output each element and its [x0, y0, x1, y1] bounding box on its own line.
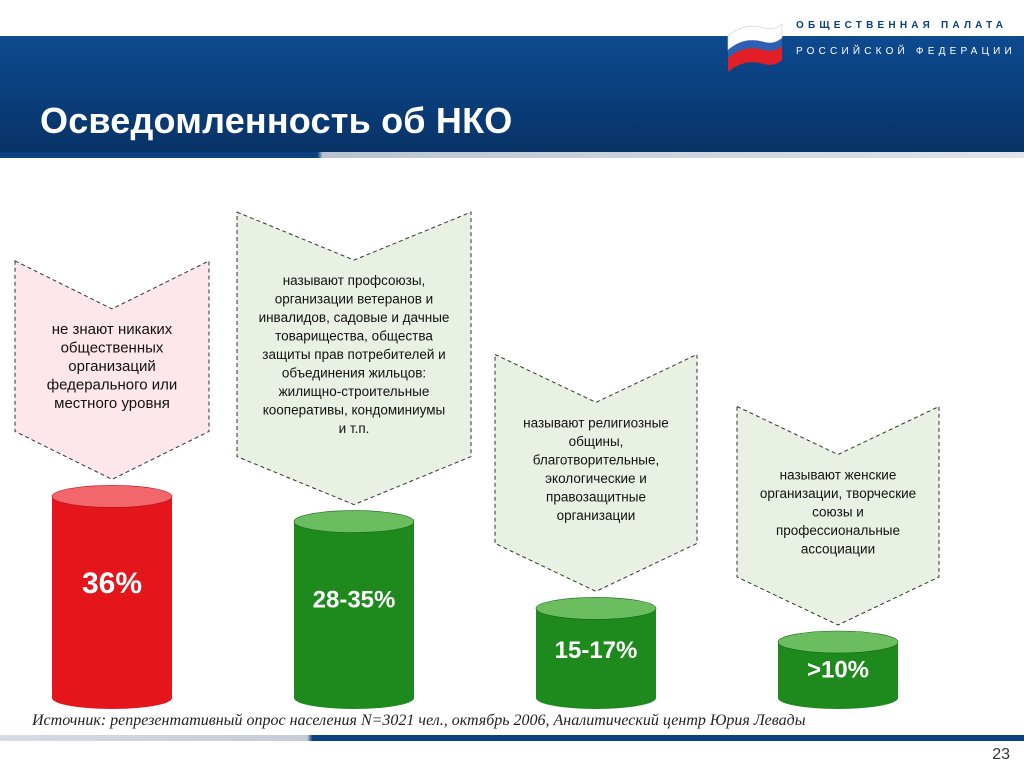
russian-flag-logo-icon [724, 20, 786, 72]
bar-group-1 [15, 261, 209, 709]
callout-text-line: кооперативы, кондоминиумы [262, 402, 446, 418]
page-title: Осведомленность об НКО [40, 100, 513, 141]
bar-cylinder-1 [52, 496, 172, 709]
slide-header [0, 0, 1024, 160]
bar-group-3 [495, 354, 697, 709]
footer-divider [0, 735, 1024, 741]
bar-cylinder-top-2 [294, 511, 414, 533]
callout-text-line: называют профсоюзы, [282, 273, 426, 289]
page-number: 23 [992, 746, 1010, 763]
callout-text-line: инвалидов, садовые и дачные [258, 310, 450, 326]
callout-text-line: объединения жильцов: [281, 365, 427, 381]
callout-text-line: общины, [568, 433, 624, 449]
bar-cylinder-2 [294, 522, 414, 709]
callout-text-line: союзы и [812, 504, 864, 520]
callout-text-line: организации ветеранов и [274, 291, 434, 307]
logo-line-2: РОССИЙСКОЙ ФЕДЕРАЦИИ [796, 46, 1016, 57]
callout-text-line: общественных [60, 339, 164, 357]
callout-text-line: не знают никаких [51, 320, 173, 338]
callout-text-line: товарищества, общества [275, 328, 433, 344]
callout-text-line: называют религиозные [523, 415, 669, 431]
bar-cylinder-top-3 [536, 597, 656, 619]
callout-text-line: и т.п. [338, 421, 370, 437]
callout-text-line: организации [556, 507, 636, 523]
callout-text-line: местного уровня [54, 394, 170, 412]
callout-text-line: ассоциации [800, 541, 876, 557]
bar-value-label-4: >10% [806, 656, 870, 684]
bar-group-4 [737, 407, 939, 710]
callout-text-line: организаций [68, 357, 156, 375]
callout-text-line: называют женские [779, 467, 897, 483]
bar-value-label-3: 15-17% [554, 637, 638, 665]
chart [0, 160, 1024, 712]
callout-text-line: правозащитные [546, 489, 646, 505]
callout-text-line: защиты прав потребителей и [262, 347, 446, 363]
bar-cylinder-top-1 [52, 485, 172, 507]
source-note: Источник: репрезентативный опрос населения N=3021 чел., октябрь 2006, Аналитический центр Юрия Левады [32, 712, 806, 729]
callout-text-line: экологические и [545, 470, 647, 486]
callout-text-line: организации, творческие [759, 486, 917, 501]
bar-cylinder-top-4 [778, 631, 898, 653]
callout-text-line: профессиональные [775, 523, 901, 538]
bar-group-2 [237, 212, 471, 709]
bar-value-label-1: 36% [81, 567, 143, 601]
header-divider [0, 152, 1024, 158]
logo-line-1: ОБЩЕСТВЕННАЯ ПАЛАТА [796, 20, 1008, 31]
callout-text-line: жилищно-строительные [278, 384, 430, 400]
callout-text-line: благотворительные, [532, 452, 660, 468]
callout-text-line: федерального или [46, 376, 178, 394]
bar-value-label-2: 28-35% [312, 586, 396, 614]
